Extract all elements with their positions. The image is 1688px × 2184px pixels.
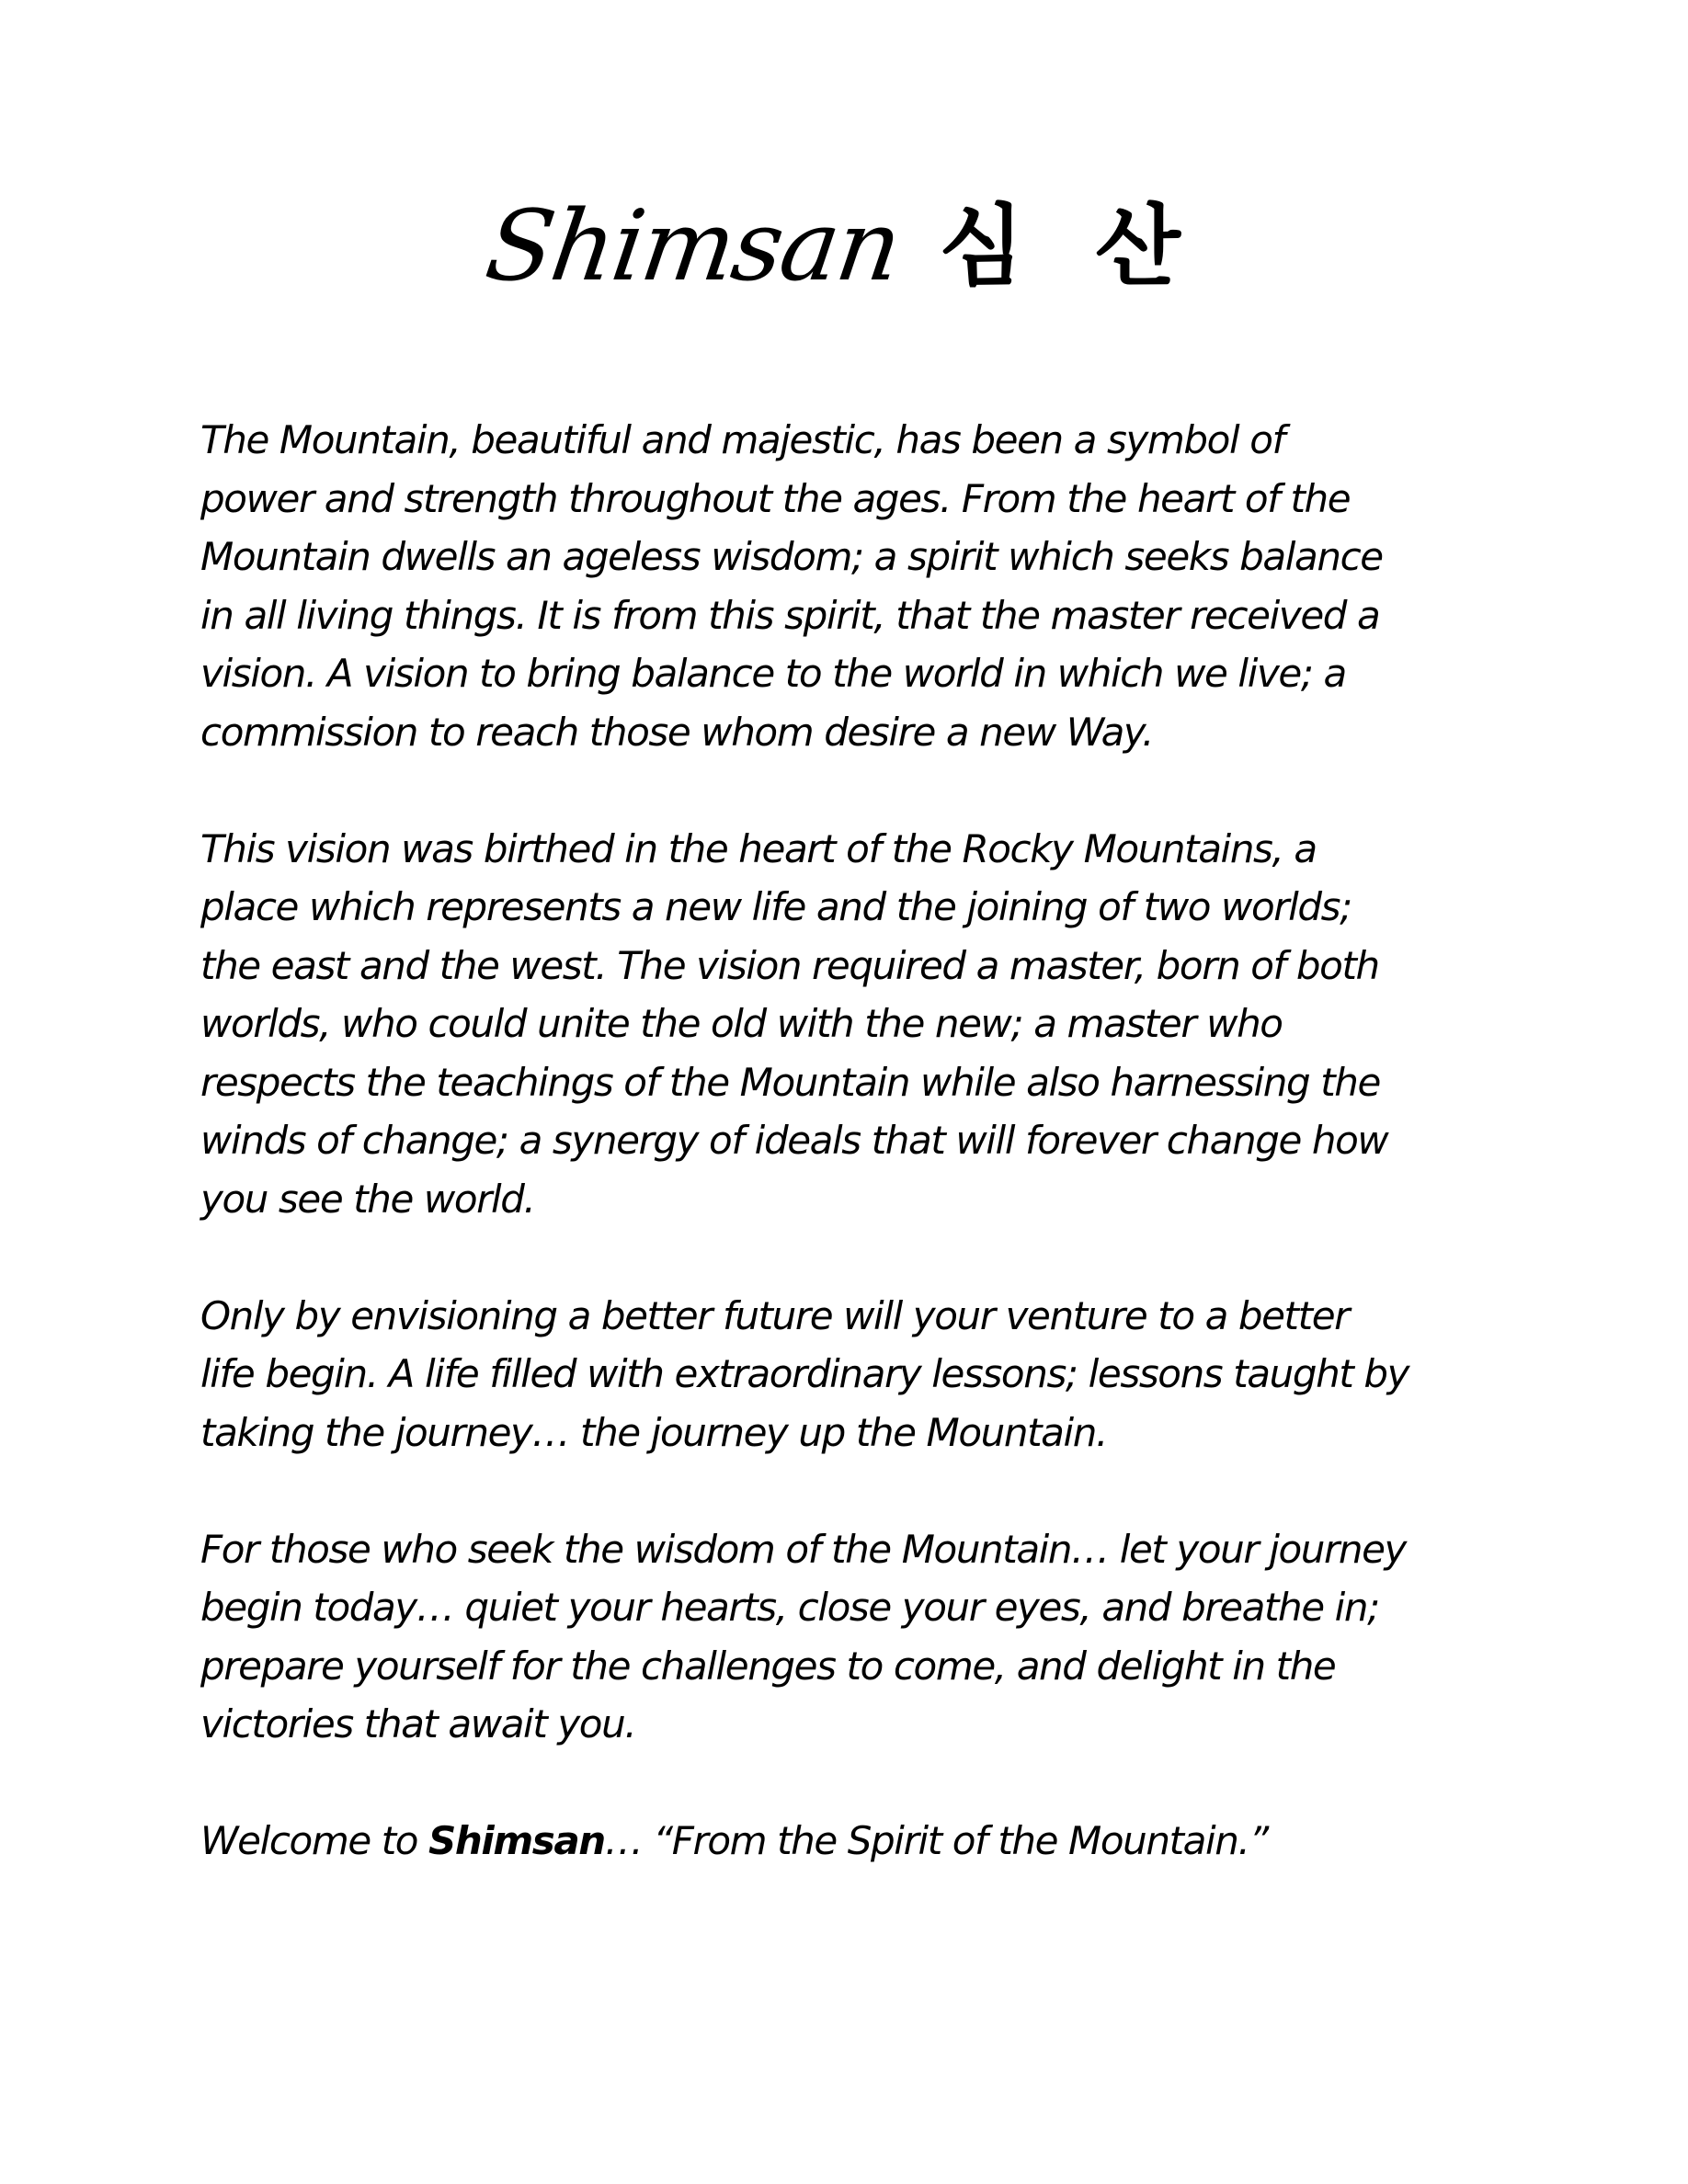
closing-name: Shimsan (428, 1818, 605, 1863)
closing-prefix: Welcome to (200, 1818, 429, 1863)
paragraph-vision: This vision was birthed in the heart of the Rocky Mountains, a place which represents a new life and the joining of two worlds; the east and the west. The vision required a master, born of both worlds, who could unite the old with the new; a master who respects the teachings of the Mountain while also harnessing the winds of change; a synergy of ideals that will forever change how you see the world. (200, 825, 1388, 1222)
closing-line (200, 1812, 1524, 1871)
closing-suffix: … “From the Spirit of the Mountain.” (604, 1818, 1268, 1863)
paragraph-future: Only by envisioning a better future will your venture to a better life begin. A life filled with extraordinary lessons; lessons taught by taking the journey… the journey up the Mountain. (200, 1292, 1409, 1455)
title-korean: 심 산 (939, 195, 1202, 298)
page-title (0, 189, 1688, 302)
title-latin: Shimsan (479, 189, 907, 302)
paragraph-journey: For those who seek the wisdom of the Mountain… let your journey begin today… quiet your hearts, close your eyes, and breathe in; prepare yourself for the challenges to come, and delight in the victories that await you. (200, 1526, 1406, 1746)
paragraph-mountain: The Mountain, beautiful and majestic, has been a symbol of power and strength throughout the ages. From the heart of the Mountain dwells an ageless wisdom; a spirit which seeks balance in all living things. It is from this spirit, that the master received a vision. A vision to bring balance to the world in which we live; a commission to reach those whom desire a new Way. (200, 417, 1383, 755)
body-text (200, 411, 1524, 1871)
